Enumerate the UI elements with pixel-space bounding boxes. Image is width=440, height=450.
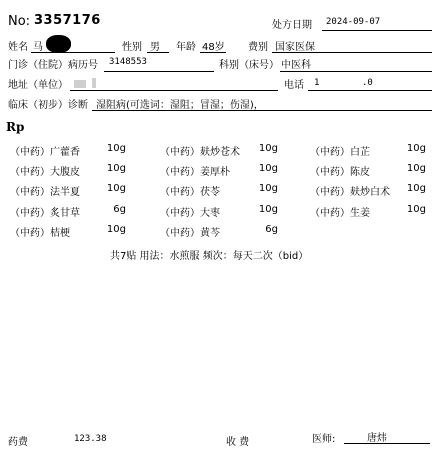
sex-label: 性别 [122,42,142,53]
fee-type-label: 费别 [248,42,268,53]
phone-value-start: 1 [314,78,320,88]
medicine-tag: （中药） [160,187,200,198]
medicine-tag: （中药） [160,167,200,178]
fee-type-value: 国家医保 [275,42,315,53]
address-redaction [74,80,86,88]
medicine-tag: （中药） [10,228,50,239]
age-value: 48岁 [202,42,225,53]
name-redaction [46,35,71,53]
prescription-date-label: 处方日期 [272,20,312,31]
medicine-dose: 6g [113,204,126,215]
medicine-dose: 10g [106,183,126,194]
medicine-dose: 10g [406,204,426,215]
medicine-tag: （中药） [160,147,200,158]
sex-value: 男 [150,42,160,53]
medicine-dose: 10g [406,143,426,154]
medicine-tag: （中药） [310,187,350,198]
medicine-tag: （中药） [310,208,350,219]
prescription-date: 2024-09-07 [326,17,381,27]
medicine-name: 大枣 [200,208,220,219]
medicine-name: 法半夏 [50,187,80,198]
medicine-name: 姜厚朴 [200,167,230,178]
prescription-number-label: No: [8,14,31,29]
medicine-dose: 10g [258,204,278,215]
medicine-name: 炙甘草 [50,208,80,219]
medicine-tag: （中药） [310,167,350,178]
record-number-value: 3148553 [109,57,147,67]
usage-instructions: 共7贴 用法：水煎服 频次：每天二次（bid） [110,251,309,262]
doctor-label: 医师: [312,434,336,445]
charge-label: 收 费 [226,437,250,448]
medicine-tag: （中药） [10,167,50,178]
medicine-dose: 10g [258,183,278,194]
medicine-dose: 10g [406,163,426,174]
age-label: 年龄 [176,42,196,53]
medicine-name: 麸炒白术 [350,187,390,198]
medicine-dose: 10g [106,224,126,235]
address-label: 地址（单位） [8,80,68,91]
phone-label: 电话 [284,80,304,91]
medicine-name: 大腹皮 [50,167,80,178]
medicine-name: 白芷 [350,147,370,158]
medicine-dose: 10g [106,143,126,154]
medicine-name: 黄芩 [200,228,220,239]
name-value: 马 [33,42,43,53]
medicine-tag: （中药） [310,147,350,158]
rp-symbol: Rp [6,120,25,134]
medicine-name: 广藿香 [50,147,80,158]
medicine-dose: 6g [265,224,278,235]
medicine-name: 陈皮 [350,167,370,178]
department-value: 中医科 [281,60,311,71]
prescription-number: 3357176 [34,13,101,28]
medicine-dose: 10g [258,163,278,174]
medicine-tag: （中药） [10,208,50,219]
medicine-tag: （中药） [10,147,50,158]
phone-value-end: .0 [362,78,373,88]
drug-fee-value: 123.38 [74,434,107,444]
record-number-label: 门诊（住院）病历号 [8,60,98,71]
drug-fee-label: 药费 [8,437,28,448]
address-redaction-2 [92,78,96,88]
department-label: 科别（床号） [219,60,279,71]
medicine-name: 生姜 [350,208,370,219]
medicine-dose: 10g [258,143,278,154]
medicine-dose: 10g [406,183,426,194]
medicine-dose: 10g [106,163,126,174]
medicine-tag: （中药） [160,228,200,239]
medicine-tag: （中药） [160,208,200,219]
diagnosis-label: 临床（初步）诊断 [8,100,88,111]
medicine-name: 麸炒苍术 [200,147,240,158]
diagnosis-value: 湿阻病(可选词：湿阻；冒湿；伤湿)， [96,100,264,111]
doctor-name: 唐炜 [367,433,387,444]
name-label: 姓名 [8,42,28,53]
medicine-tag: （中药） [10,187,50,198]
medicine-name: 桔梗 [50,228,70,239]
medicine-name: 茯苓 [200,187,220,198]
